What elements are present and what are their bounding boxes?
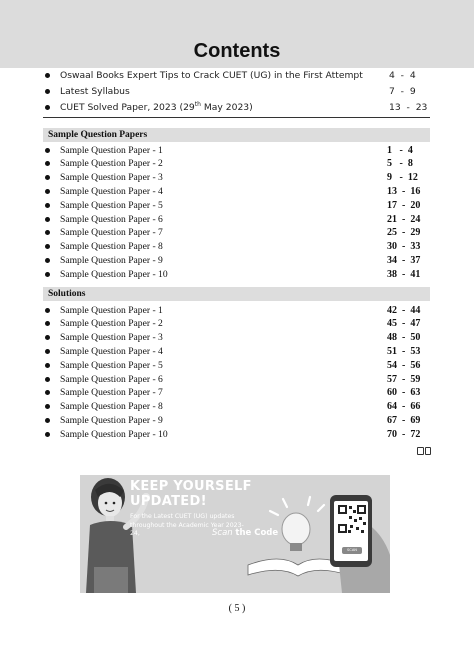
toc-entry-label: Sample Question Paper - 9 <box>60 414 163 426</box>
bullet-dot-icon <box>45 335 50 340</box>
toc-entry-label: Sample Question Paper - 2 <box>60 318 163 330</box>
toc-entry-pages: 70 - 72 <box>387 428 421 440</box>
toc-row[interactable] <box>45 253 429 267</box>
toc-entry-pages: 30 - 33 <box>387 241 421 253</box>
bullet-dot-icon <box>45 258 50 263</box>
lightbulb-icon <box>270 497 324 515</box>
toc-entry-pages: 1 - 4 <box>387 144 413 156</box>
toc-entry-label: Sample Question Paper - 10 <box>60 268 168 280</box>
section-heading-solutions: Solutions <box>43 287 430 301</box>
toc-entry-label: Sample Question Paper - 4 <box>60 185 163 197</box>
toc-row[interactable] <box>45 240 429 254</box>
toc-entry-pages: 60 - 63 <box>387 387 421 399</box>
toc-entry-pages: 4 - 4 <box>389 69 416 81</box>
bullet-dot-icon <box>45 349 50 354</box>
toc-intro-row[interactable] <box>45 83 429 99</box>
toc-entry-pages: 34 - 37 <box>387 254 421 266</box>
toc-entry-label: Sample Question Paper - 6 <box>60 373 163 385</box>
toc-entry-label: Oswaal Books Expert Tips to Crack CUET (UG) in the First Attempt <box>60 69 363 81</box>
toc-entry-label: Latest Syllabus <box>60 85 130 97</box>
toc-entry-label: CUET Solved Paper, 2023 (29th May 2023) <box>60 100 253 114</box>
bullet-dot-icon <box>45 161 50 166</box>
toc-entry-pages: 7 - 9 <box>389 85 416 97</box>
toc-row[interactable] <box>45 427 429 441</box>
banner-scan-text <box>212 528 278 538</box>
bullet-dot-icon <box>45 377 50 382</box>
toc-row[interactable] <box>45 358 429 372</box>
page-title: Contents <box>193 40 281 62</box>
banner-headline-line-1: KEEP YOURSELF <box>130 479 252 494</box>
bullet-dot-icon <box>45 89 50 94</box>
toc-row[interactable] <box>45 226 429 240</box>
toc-entry-label: Sample Question Paper - 8 <box>60 241 163 253</box>
bullet-dot-icon <box>45 73 50 78</box>
toc-entry-pages: 9 - 12 <box>387 172 418 184</box>
toc-entry-pages: 13 - 16 <box>387 185 421 197</box>
bullet-dot-icon <box>45 244 50 249</box>
toc-row[interactable] <box>45 372 429 386</box>
toc-entry-pages: 45 - 47 <box>387 318 421 330</box>
toc-entry-label: Sample Question Paper - 5 <box>60 199 163 211</box>
bullet-dot-icon <box>45 217 50 222</box>
toc-entry-label: Sample Question Paper - 3 <box>60 172 163 184</box>
bullet-dot-icon <box>45 203 50 208</box>
toc-entry-pages: 64 - 66 <box>387 401 421 413</box>
toc-entry-pages: 54 - 56 <box>387 359 421 371</box>
toc-entry-pages: 25 - 29 <box>387 227 421 239</box>
bullet-dot-icon <box>45 148 50 153</box>
toc-entry-label: Sample Question Paper - 3 <box>60 332 163 344</box>
toc-row[interactable] <box>45 143 429 157</box>
toc-intro-row[interactable] <box>45 99 429 115</box>
bullet-dot-icon <box>45 432 50 437</box>
toc-row[interactable] <box>45 198 429 212</box>
scan-the-code-word: the Code <box>235 528 279 538</box>
bullet-dot-icon <box>45 363 50 368</box>
lightbulb-glass <box>282 513 310 545</box>
banner-body-text: For the Latest CUET (UG) updates throughout the Academic Year 2023-24, <box>130 513 244 537</box>
toc-entry-label: Sample Question Paper - 7 <box>60 387 163 399</box>
toc-entry-label: Sample Question Paper - 1 <box>60 304 163 316</box>
section-heading-sample-papers: Sample Question Papers <box>43 128 430 142</box>
toc-entry-pages: 13 - 23 <box>389 101 428 113</box>
bullet-dot-icon <box>45 105 50 110</box>
toc-row[interactable] <box>45 344 429 358</box>
bullet-dot-icon <box>45 230 50 235</box>
toc-row[interactable] <box>45 386 429 400</box>
bullet-dot-icon <box>45 189 50 194</box>
bullet-dot-icon <box>45 308 50 313</box>
toc-row[interactable] <box>45 267 429 281</box>
lightbulb-base <box>290 543 302 551</box>
banner-headline-line-2: UPDATED! <box>130 494 207 509</box>
book-icon <box>417 447 431 455</box>
toc-entry-label: Sample Question Paper - 9 <box>60 254 163 266</box>
page-number: ( 5 ) <box>228 603 246 614</box>
toc-entry-label: Sample Question Paper - 2 <box>60 158 163 170</box>
bullet-dot-icon <box>45 321 50 326</box>
toc-entry-label: Sample Question Paper - 4 <box>60 345 163 357</box>
toc-intro-row[interactable] <box>45 67 429 83</box>
divider <box>43 117 430 118</box>
promo-banner[interactable] <box>80 475 390 593</box>
toc-entry-pages: 67 - 69 <box>387 414 421 426</box>
toc-entry-label: Sample Question Paper - 1 <box>60 144 163 156</box>
banner-headline <box>130 479 260 509</box>
bullet-dot-icon <box>45 404 50 409</box>
toc-row[interactable] <box>45 184 429 198</box>
toc-entry-pages: 57 - 59 <box>387 373 421 385</box>
toc-entry-label: Sample Question Paper - 8 <box>60 401 163 413</box>
toc-entry-label: Sample Question Paper - 7 <box>60 227 163 239</box>
toc-entry-label: Sample Question Paper - 10 <box>60 428 168 440</box>
toc-row[interactable] <box>45 400 429 414</box>
scan-word: Scan <box>212 528 233 538</box>
toc-entry-label: Sample Question Paper - 5 <box>60 359 163 371</box>
toc-entry-pages: 51 - 53 <box>387 345 421 357</box>
toc-row[interactable] <box>45 413 429 427</box>
toc-entry-pages: 38 - 41 <box>387 268 421 280</box>
toc-row[interactable] <box>45 157 429 171</box>
phone-scan-label: SCAN <box>347 548 357 552</box>
toc-entry-pages: 48 - 50 <box>387 332 421 344</box>
toc-row[interactable] <box>45 331 429 345</box>
toc-entry-pages: 17 - 20 <box>387 199 421 211</box>
bullet-dot-icon <box>45 390 50 395</box>
bullet-dot-icon <box>45 175 50 180</box>
toc-row[interactable] <box>45 212 429 226</box>
toc-row[interactable] <box>45 171 429 185</box>
toc-entry-pages: 42 - 44 <box>387 304 421 316</box>
bullet-dot-icon <box>45 272 50 277</box>
toc-row[interactable] <box>45 303 429 317</box>
toc-entry-pages: 5 - 8 <box>387 158 413 170</box>
toc-row[interactable] <box>45 317 429 331</box>
bullet-dot-icon <box>45 418 50 423</box>
toc-entry-pages: 21 - 24 <box>387 213 421 225</box>
toc-entry-label: Sample Question Paper - 6 <box>60 213 163 225</box>
